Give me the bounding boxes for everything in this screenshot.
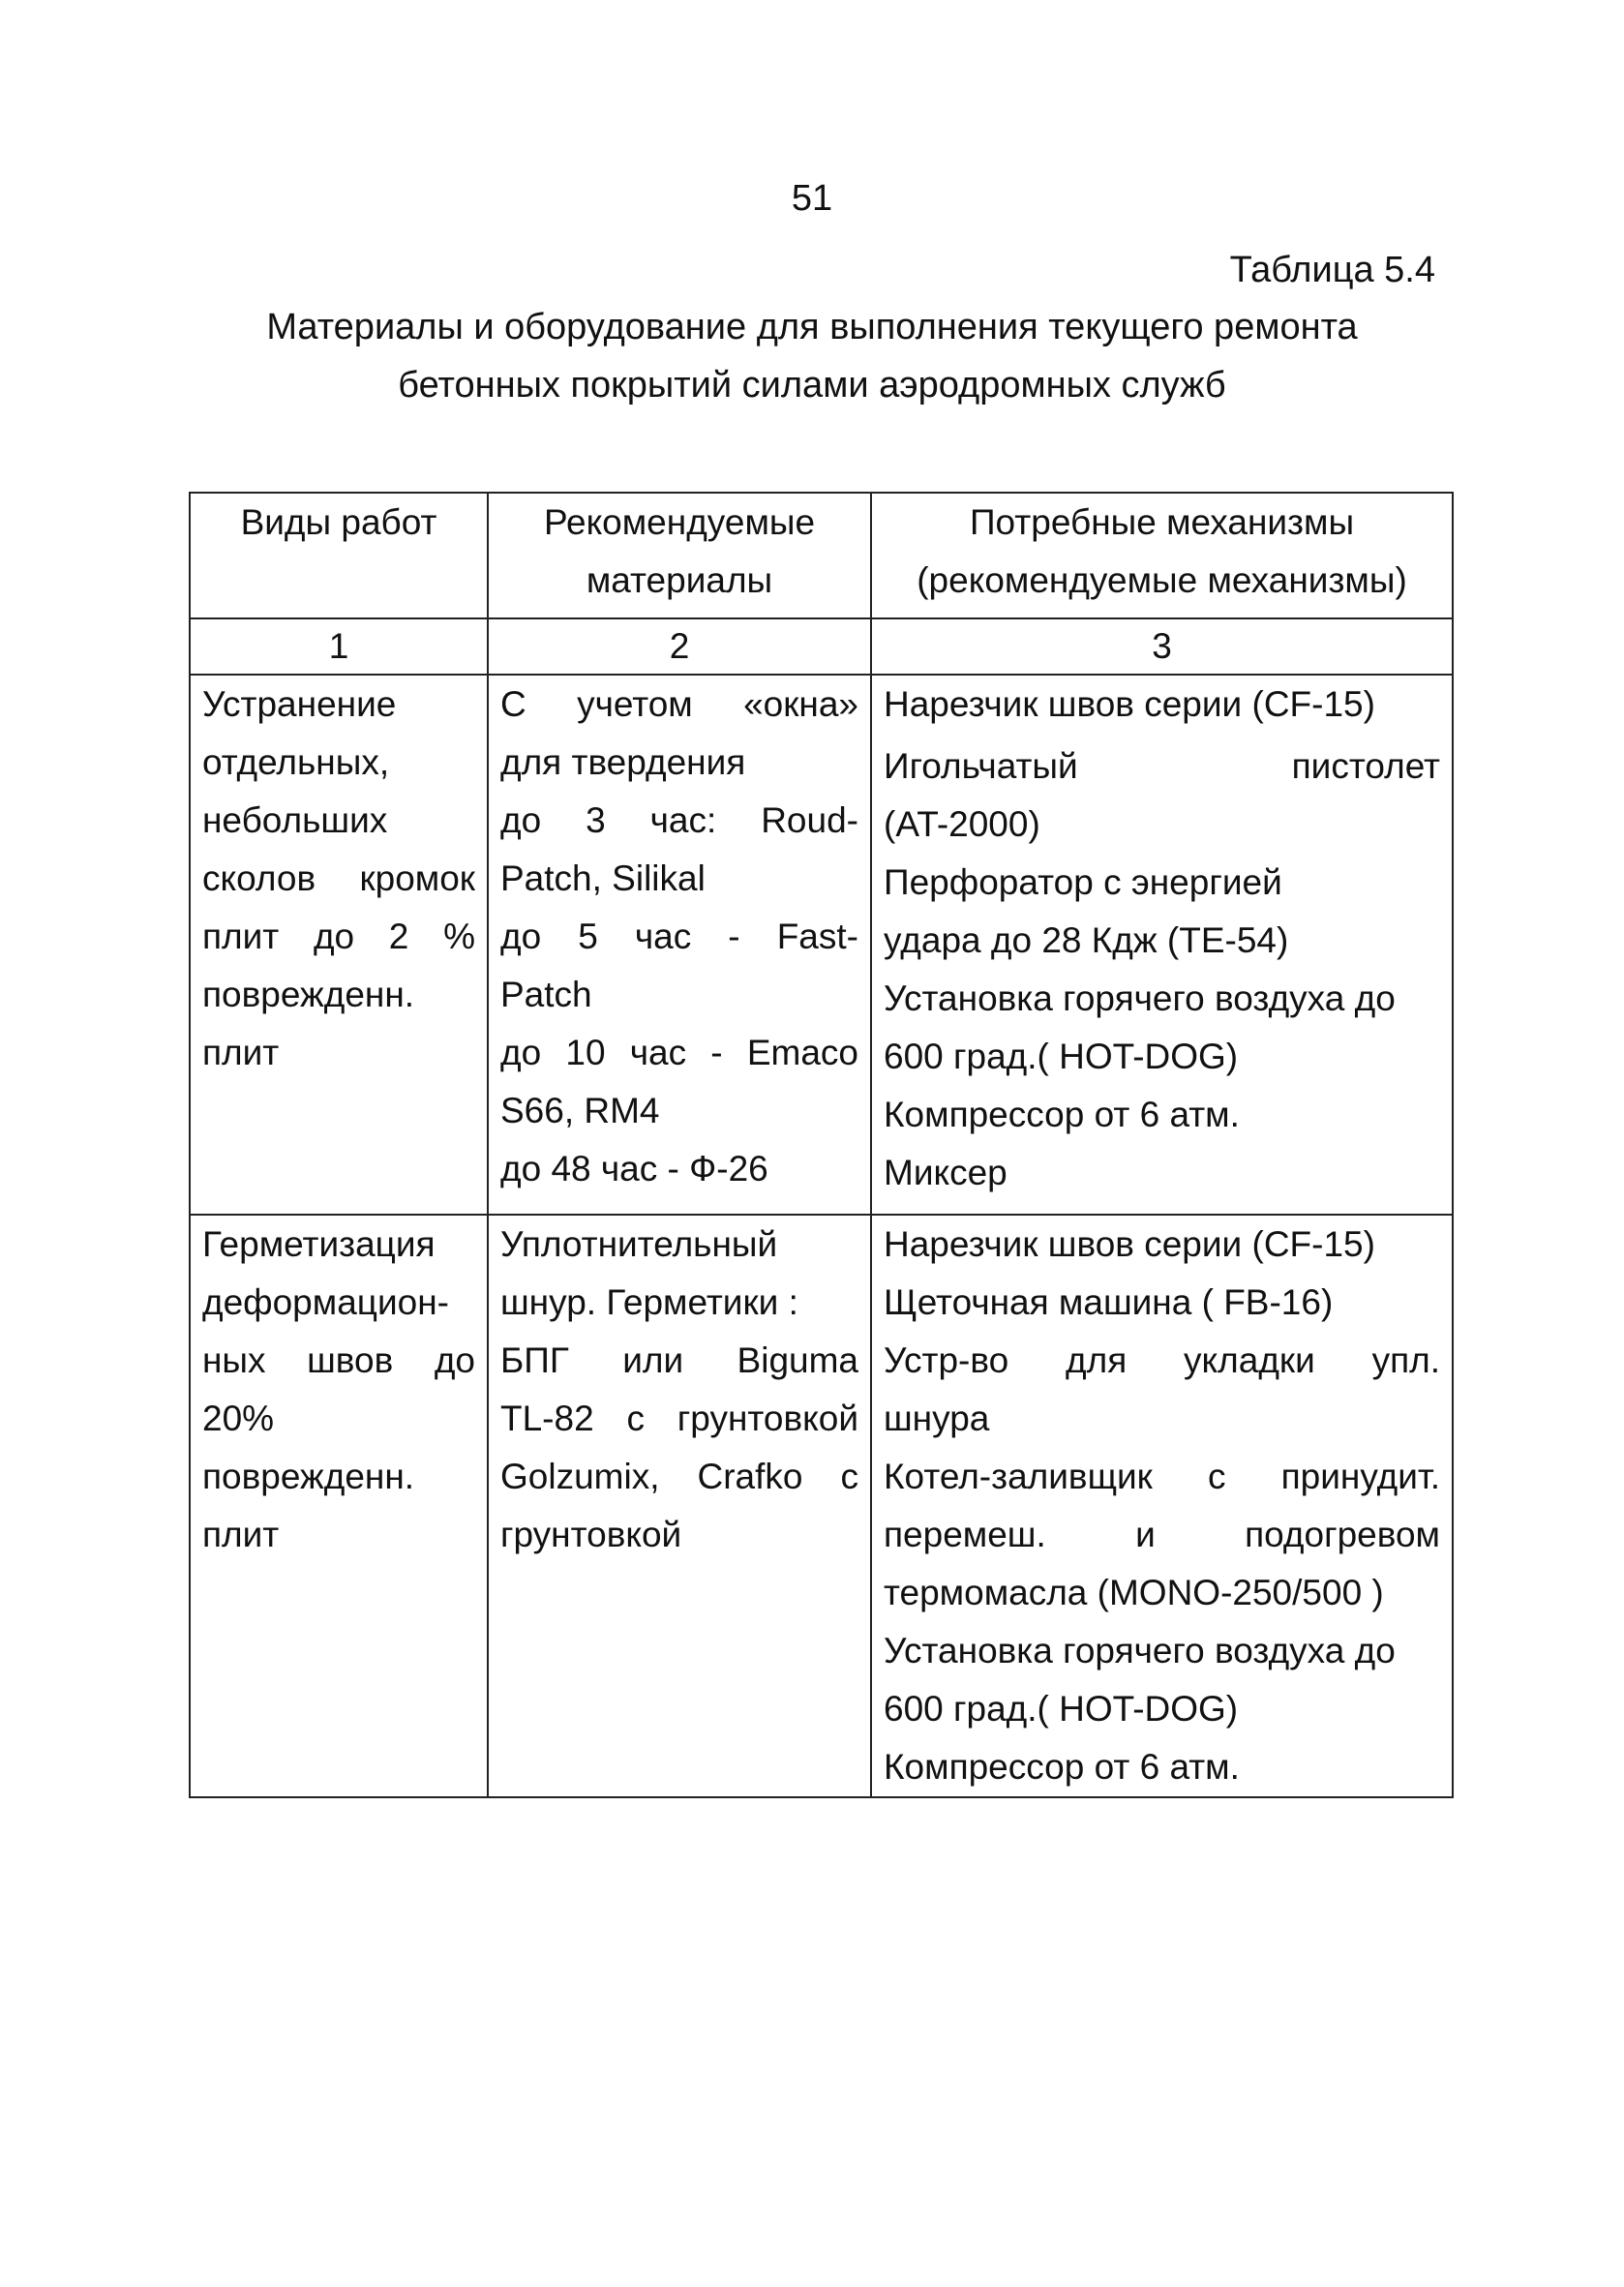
row1-machines-line: 600 град.( HOT-DOG)	[884, 1037, 1239, 1076]
row2-work-line	[202, 1332, 475, 1390]
row1-materials-line: S66, RM4	[500, 1091, 660, 1130]
row2-machines-line: Нарезчик швов серии (CF-15)	[884, 1224, 1375, 1264]
row2-machines-line: Установка горячего воздуха до	[884, 1631, 1396, 1670]
row1-work-line: плит	[202, 1033, 280, 1072]
column-number-1: 1	[190, 618, 488, 675]
word: час	[629, 1033, 687, 1072]
word: С	[500, 684, 526, 724]
header-machines	[871, 493, 1453, 618]
row1-work-line: поврежденн.	[202, 975, 415, 1014]
header-materials-line-2: материалы	[586, 560, 773, 600]
word: Crafko	[697, 1457, 803, 1496]
header-machines-line-2: (рекомендуемые механизмы)	[917, 560, 1407, 600]
word: ных	[202, 1340, 266, 1380]
row2-work-line: Герметизация	[202, 1224, 436, 1264]
row1-machines-line: Установка горячего воздуха до	[884, 978, 1396, 1018]
word: Golzumix,	[500, 1457, 660, 1496]
word: до	[500, 1033, 542, 1072]
word: БПГ	[500, 1340, 569, 1380]
row2-machines-line	[884, 1448, 1440, 1506]
word: подогревом	[1245, 1515, 1440, 1554]
table-row	[190, 675, 1453, 1215]
row2-machines-line	[884, 1506, 1440, 1564]
word: «окна»	[743, 684, 858, 724]
word: -	[710, 1033, 723, 1072]
row2-work-line: деформацион-	[202, 1282, 449, 1322]
row1-materials-line	[500, 1024, 858, 1082]
row2-materials-line: шнур. Герметики :	[500, 1282, 798, 1322]
word: %	[443, 917, 475, 956]
row2-materials-line: грунтовкой	[500, 1515, 682, 1554]
word: TL-82	[500, 1399, 594, 1438]
table-row	[190, 1215, 1453, 1797]
table-title-line-2: бетонных покрытий силами аэродромных служб	[398, 365, 1226, 406]
word: до	[434, 1340, 475, 1380]
row1-machines-line: (AT-2000)	[884, 804, 1040, 844]
word: или	[622, 1340, 684, 1380]
row2-machines-line: термомасла (MONO-250/500 )	[884, 1573, 1384, 1612]
word: час:	[649, 800, 717, 840]
word: 5	[578, 917, 598, 956]
word: до	[500, 800, 542, 840]
row2-machines-cell	[871, 1215, 1453, 1797]
row2-materials-line	[500, 1448, 858, 1506]
column-number-row	[190, 618, 1453, 675]
word: и	[1135, 1515, 1156, 1554]
word: 3	[586, 800, 606, 840]
row2-work-line: 20%	[202, 1399, 275, 1438]
row1-machines-line: Нарезчик швов серии (CF-15)	[884, 684, 1375, 724]
row1-machines-line: Компрессор от 6 атм.	[884, 1095, 1240, 1134]
column-number-2: 2	[488, 618, 871, 675]
word: кромок	[359, 858, 475, 898]
table-label: Таблица 5.4	[1229, 250, 1435, 290]
row2-machines-line: шнура	[884, 1399, 990, 1438]
row1-machines-line: Перфоратор с энергией	[884, 862, 1282, 902]
row2-machines-line: Компрессор от 6 атм.	[884, 1747, 1240, 1787]
row1-work-line	[202, 850, 475, 908]
row1-materials-line: до 48 час - Ф-26	[500, 1149, 768, 1189]
row2-materials-cell	[488, 1215, 871, 1797]
word: Biguma	[737, 1340, 858, 1380]
row1-materials-line	[500, 792, 858, 850]
word: принудит.	[1280, 1457, 1440, 1496]
header-machines-line-1: Потребные механизмы	[969, 502, 1355, 542]
row1-materials-line: Patch	[500, 975, 592, 1014]
word: учетом	[577, 684, 693, 724]
table-header-row	[190, 493, 1453, 618]
word: пистолет	[1291, 746, 1440, 786]
row1-work-line: небольших	[202, 800, 388, 840]
word: -	[728, 917, 740, 956]
row2-materials-line	[500, 1390, 858, 1448]
word: Котел-заливщик	[884, 1457, 1153, 1496]
word: 2	[388, 917, 409, 956]
word: перемеш.	[884, 1515, 1046, 1554]
word: час	[634, 917, 692, 956]
row2-materials-line: Уплотнительный	[500, 1224, 778, 1264]
word: с	[840, 1457, 858, 1496]
table-title-line-1: Материалы и оборудование для выполнения текущего ремонта	[266, 307, 1358, 347]
column-number-3: 3	[871, 618, 1453, 675]
row1-work-cell	[190, 675, 488, 1215]
header-work-types-label: Виды работ	[240, 502, 437, 542]
row1-machines-cell	[871, 675, 1453, 1215]
row1-machines-line	[884, 737, 1440, 796]
word: укладки	[1184, 1340, 1315, 1380]
row1-work-line: Устранение	[202, 684, 397, 724]
word: для	[1066, 1340, 1128, 1380]
row2-materials-line	[500, 1332, 858, 1390]
word: с	[1208, 1457, 1226, 1496]
table-title	[0, 298, 1624, 414]
row1-materials-line: для твердения	[500, 742, 746, 782]
row2-work-line: плит	[202, 1515, 280, 1554]
word: грунтовкой	[677, 1399, 858, 1438]
row2-machines-line: 600 град.( HOT-DOG)	[884, 1689, 1239, 1729]
page-number: 51	[791, 178, 833, 219]
word: с	[626, 1399, 645, 1438]
row1-materials-line: Patch, Silikal	[500, 858, 706, 898]
row1-work-line	[202, 908, 475, 966]
row1-machines-line: Миксер	[884, 1153, 1007, 1192]
word: сколов	[202, 858, 316, 898]
repair-materials-table	[189, 492, 1454, 1798]
row2-machines-line	[884, 1332, 1440, 1390]
row1-materials-line	[500, 908, 858, 966]
word: упл.	[1371, 1340, 1440, 1380]
word: Устр-во	[884, 1340, 1009, 1380]
row2-machines-line: Щеточная машина ( FB-16)	[884, 1282, 1334, 1322]
header-materials-line-1: Рекомендуемые	[543, 502, 816, 542]
row2-work-line: поврежденн.	[202, 1457, 415, 1496]
header-materials	[488, 493, 871, 618]
word: до	[500, 917, 542, 956]
word: Emaco	[746, 1033, 858, 1072]
word: Игольчатый	[884, 746, 1078, 786]
word: швов	[307, 1340, 394, 1380]
word: 10	[565, 1033, 606, 1072]
word: плит	[202, 917, 280, 956]
row1-materials-line	[500, 676, 858, 734]
word: Roud-	[761, 800, 858, 840]
word: до	[313, 917, 355, 956]
header-work-types	[190, 493, 488, 618]
row1-work-line: отдельных,	[202, 742, 390, 782]
row1-machines-line: удара до 28 Кдж (ТЕ-54)	[884, 920, 1289, 960]
row1-materials-cell	[488, 675, 871, 1215]
row2-work-cell	[190, 1215, 488, 1797]
word: Fast-	[776, 917, 858, 956]
